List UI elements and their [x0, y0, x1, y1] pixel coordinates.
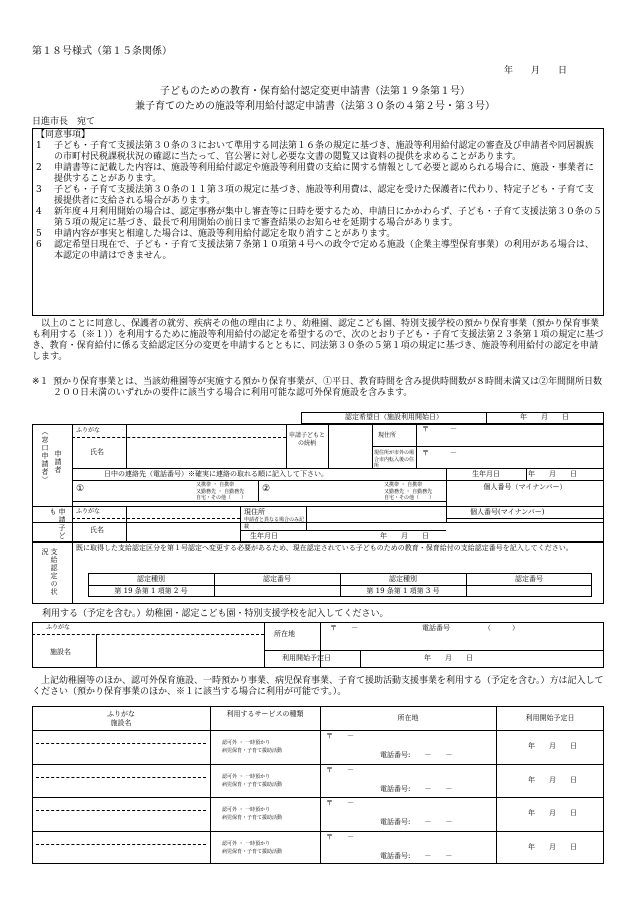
- child-name-label: 氏名: [90, 526, 104, 534]
- other-col-service: 利用するサービスの種類: [226, 710, 304, 718]
- other-row-start-value[interactable]: 年 月 日: [528, 742, 577, 750]
- other-row-name-input[interactable]: [36, 745, 206, 761]
- consent-item-text: 新年度４月利用開始の場合は、認定事務が集中し審査等に日時を要するため、申請日にかかわらず、子ども・子育て支援法第３０条の５第５項の規定に基づき、最長で利用開始の前日まで審査結果のお知らせを延期する場合があります。: [54, 207, 602, 228]
- relation-input[interactable]: [330, 426, 370, 466]
- wish-date-value[interactable]: 年 月 日: [520, 413, 569, 421]
- status-side-label: 支給認定の状況: [41, 548, 58, 596]
- facility-name-label: 施設名: [50, 648, 71, 656]
- consent-item: [36, 240, 602, 262]
- status-col-no-2: 認定番号: [515, 575, 543, 583]
- child-mynumber-input[interactable]: [448, 520, 602, 540]
- facility-instruction: 利用する（予定を含む。）幼稚園・認定こども園・特別支援学校を記入してください。: [42, 609, 389, 619]
- other-row-name-input[interactable]: [36, 779, 206, 795]
- status-no-input-1[interactable]: [216, 587, 338, 596]
- applicant-birth-label: 生年月日: [472, 470, 500, 478]
- consent-item-number: 4: [36, 207, 42, 217]
- other-row-start-value[interactable]: 年 月 日: [528, 842, 577, 851]
- consent-item: [36, 163, 602, 185]
- facility-start-value[interactable]: 年 月 日: [424, 654, 473, 662]
- other-row-service-options-1[interactable]: 認可外 ・ 一時預かり: [222, 807, 271, 813]
- status-col-no-1: 認定番号: [263, 575, 291, 583]
- consent-item: [36, 207, 602, 229]
- consent-section: [36, 130, 602, 262]
- applicant-birth-value[interactable]: 年 月 日: [528, 470, 577, 478]
- child-address-label: 現住所: [244, 508, 265, 516]
- other-row-phone[interactable]: 電話番号: － －: [380, 751, 453, 759]
- title-line-1: 子どものための教育・保育給付認定変更申請書（法第１９条第１号）: [160, 86, 470, 97]
- consent-item: [36, 141, 602, 163]
- child-birth-value[interactable]: 年 月 日: [380, 532, 429, 540]
- consent-item-number: 3: [36, 185, 42, 195]
- other-row-service-options-1[interactable]: 認可外 ・ 一時預かり: [222, 773, 271, 780]
- contact-2-marker: ②: [262, 484, 271, 494]
- child-address-note: 申請者と異なる場合のみ記載: [244, 517, 305, 530]
- status-col-kind-1: 認定種別: [137, 575, 165, 583]
- address-label: 現住所: [378, 432, 397, 439]
- contact-2-kinds[interactable]: 又携帯 ・ 自携帯 又勤務先 ・ 自勤務先 自宅・その他（ ）: [384, 482, 435, 501]
- other-row-start-value[interactable]: 年 月 日: [528, 809, 577, 817]
- facility-start-label: 利用開始予定日: [282, 654, 331, 662]
- other-col-location: 所在地: [397, 714, 419, 722]
- other-row-service-options-1[interactable]: 認可外 ・ 一時預かり: [222, 840, 271, 847]
- applicant-name-label: 氏名: [90, 448, 104, 456]
- outside-address-label: 現住所が市外の場合市内転入後の住所: [374, 450, 415, 469]
- consent-item-number: 6: [36, 240, 42, 250]
- child-furigana-label: ふりがな: [76, 508, 101, 515]
- other-row-service-options-2[interactable]: 病児保育・子育て援助活動: [222, 848, 283, 855]
- child-birth-label: 生年月日: [250, 532, 278, 540]
- applicant-furigana-label: ふりがな: [76, 427, 101, 434]
- facility-phone-value[interactable]: （ ）: [484, 624, 519, 632]
- consent-item: [36, 229, 602, 240]
- other-row-postal[interactable]: 〒 －: [326, 799, 354, 807]
- note-1-text: 預かり保育事業とは、当該幼稚園等が実施する預かり保育事業が、①平日、教育時間を含み提供時間数が８時間未満又は②年間開所日数２００日未満のいずれかの要件に該当する場合に利用可能な認可外保育施設を含みます。: [53, 377, 603, 398]
- applicant-side-label-2: 申請者: [54, 450, 62, 474]
- facility-location-label: 所在地: [274, 630, 295, 638]
- consent-item-number: 5: [36, 229, 42, 239]
- applicant-name-input[interactable]: [128, 439, 284, 466]
- other-col-name: ふりがな 施設名: [107, 710, 135, 727]
- other-row-postal[interactable]: 〒 －: [326, 832, 354, 841]
- consent-item-number: 1: [36, 141, 42, 151]
- consent-list: [36, 141, 602, 262]
- consent-item-text: 認定希望日現在で、子ども・子育て支援法第７条第１０項第４号への政令で定める施設（企業主導型保育事業）の利用がある場合は、本認定の申請はできません。: [54, 240, 594, 261]
- form-number: 第１８号様式（第１５条関係）: [32, 46, 172, 57]
- consent-heading: 【同意事項】: [36, 130, 91, 140]
- other-row-postal[interactable]: 〒 －: [326, 765, 354, 774]
- other-col-start: 利用開始予定日: [525, 714, 575, 722]
- status-instruction: 既に取得した支給認定区分を第１号認定へ変更する必要があるため、現在認定されている子どものための教育・保育給付の支給認定番号を記入してください。: [76, 544, 573, 552]
- other-row-service-options-1[interactable]: 認可外 ・ 一時預かり: [222, 740, 271, 746]
- status-kind-3: 第 19 条第 1 項第 3 号: [366, 587, 440, 595]
- other-row-start-value[interactable]: 年 月 日: [528, 775, 577, 784]
- consent-item-number: 2: [36, 163, 42, 173]
- title-line-2: 兼子育てのための施設等利用給付認定申請書（法第３０条の４第２号・第３号）: [135, 101, 495, 112]
- child-side-label: 申請子ども: [49, 508, 66, 540]
- note-1-mark: ※１: [32, 377, 49, 387]
- other-row-service-options-2[interactable]: 病児保育・子育て援助活動: [222, 815, 283, 821]
- date-line: 年 月 日: [504, 66, 568, 76]
- consent-item: [36, 185, 602, 207]
- contact-1-marker: ①: [76, 484, 85, 494]
- other-row-phone[interactable]: 電話番号: － －: [380, 784, 453, 793]
- applicant-mynumber-label: 個人番号（マイナンバー）: [483, 483, 567, 491]
- child-address-input[interactable]: [308, 508, 444, 528]
- status-no-input-2[interactable]: [468, 587, 590, 596]
- outside-address-postal[interactable]: 〒 －: [422, 449, 457, 457]
- other-row-phone[interactable]: 電話番号: － －: [380, 818, 453, 826]
- contact-1-kinds[interactable]: 又携帯 ・ 自携帯 又勤務先 ・ 自勤務先 自宅・その他（ ）: [196, 482, 247, 501]
- facility-furigana-label: ふりがな: [46, 624, 71, 631]
- other-row-service-options-2[interactable]: 病児保育・子育て援助活動: [222, 781, 283, 788]
- other-row-postal[interactable]: 〒 －: [326, 732, 354, 740]
- consent-item-text: 子ども・子育て支援法第３０条の３において準用する同法第１６条の規定に基づき、施設等利用給付認定の審査及び申請者や同居親族の市町村民税課税状況の確認に当たって、官公署に対し必要な文書の閲覧又は資料の提供を求めることがあります。: [54, 141, 594, 162]
- child-name-input[interactable]: [128, 520, 238, 540]
- facility-postal[interactable]: 〒 －: [330, 624, 358, 632]
- applicant-side-label: （窓口申請者）: [41, 428, 49, 484]
- consent-item-text: 申請内容が事実と相違した場合は、施設等利用給付認定を取り消すことがあります。: [54, 229, 396, 239]
- other-services-instruction: 上記幼稚園等のほか、認可外保育施設、一時預かり事業、病児保育事業、子育て援助活動支援事業を利用する（予定を含む。）方は記入してください（預かり保育事業のほか、※１に該当する場合に利用が可能です。）。: [32, 676, 604, 697]
- status-col-kind-2: 認定種別: [389, 575, 417, 583]
- child-mynumber-label: 個人番号(マイナンバー): [470, 508, 545, 516]
- contact-label: 日中の連絡先（電話番号）※確実に連絡の取れる順に記入して下さい。: [104, 470, 328, 478]
- address-postal[interactable]: 〒 －: [422, 425, 457, 433]
- other-row-phone[interactable]: 電話番号: － －: [380, 851, 453, 860]
- addressee: 日進市長 宛て: [32, 117, 96, 127]
- facility-name-input[interactable]: [98, 636, 262, 666]
- other-row-service-options-2[interactable]: 病児保育・子育て援助活動: [222, 748, 283, 754]
- status-kind-2: 第 19 条第 1 項第 2 号: [114, 587, 188, 595]
- wish-date-label: 認定希望日（施設利用開始日）: [345, 413, 443, 421]
- facility-phone-label: 電話番号: [422, 624, 450, 632]
- consent-item-text: 申請書等に記載した内容は、施設等利用給付認定や施設等利用費の支給に関する情報として必要と認められる場合に、施設・事業者に提供することがあります。: [54, 163, 595, 184]
- other-row-name-input[interactable]: [36, 812, 206, 828]
- other-row-name-input[interactable]: [36, 846, 206, 862]
- relation-label: 申請子どもとの続柄: [288, 432, 325, 447]
- consent-statement: 以上のことに同意し、保護者の就労、疾病その他の理由により、幼稚園、認定こども園、特別支援学校の預かり保育事業（預かり保育事業も利用する（※１））を利用するために施設等利用給付の認定を希望するので、次のとおり子ども・子育て支援法第２３条第１項の規定に基づき、教育・保育給付に係る支給認定区分の変更を申請するとともに、同法第３０条の５第１項の規定に基づき、施設等利用給付の認定を申請します。: [32, 319, 604, 362]
- consent-item-text: 子ども・子育て支援法第３０条の１１第３項の規定に基づき、施設等利用費は、認定を受けた保護者に代わり、特定子ども・子育て支援提供者に支給される場合があります。: [54, 185, 594, 206]
